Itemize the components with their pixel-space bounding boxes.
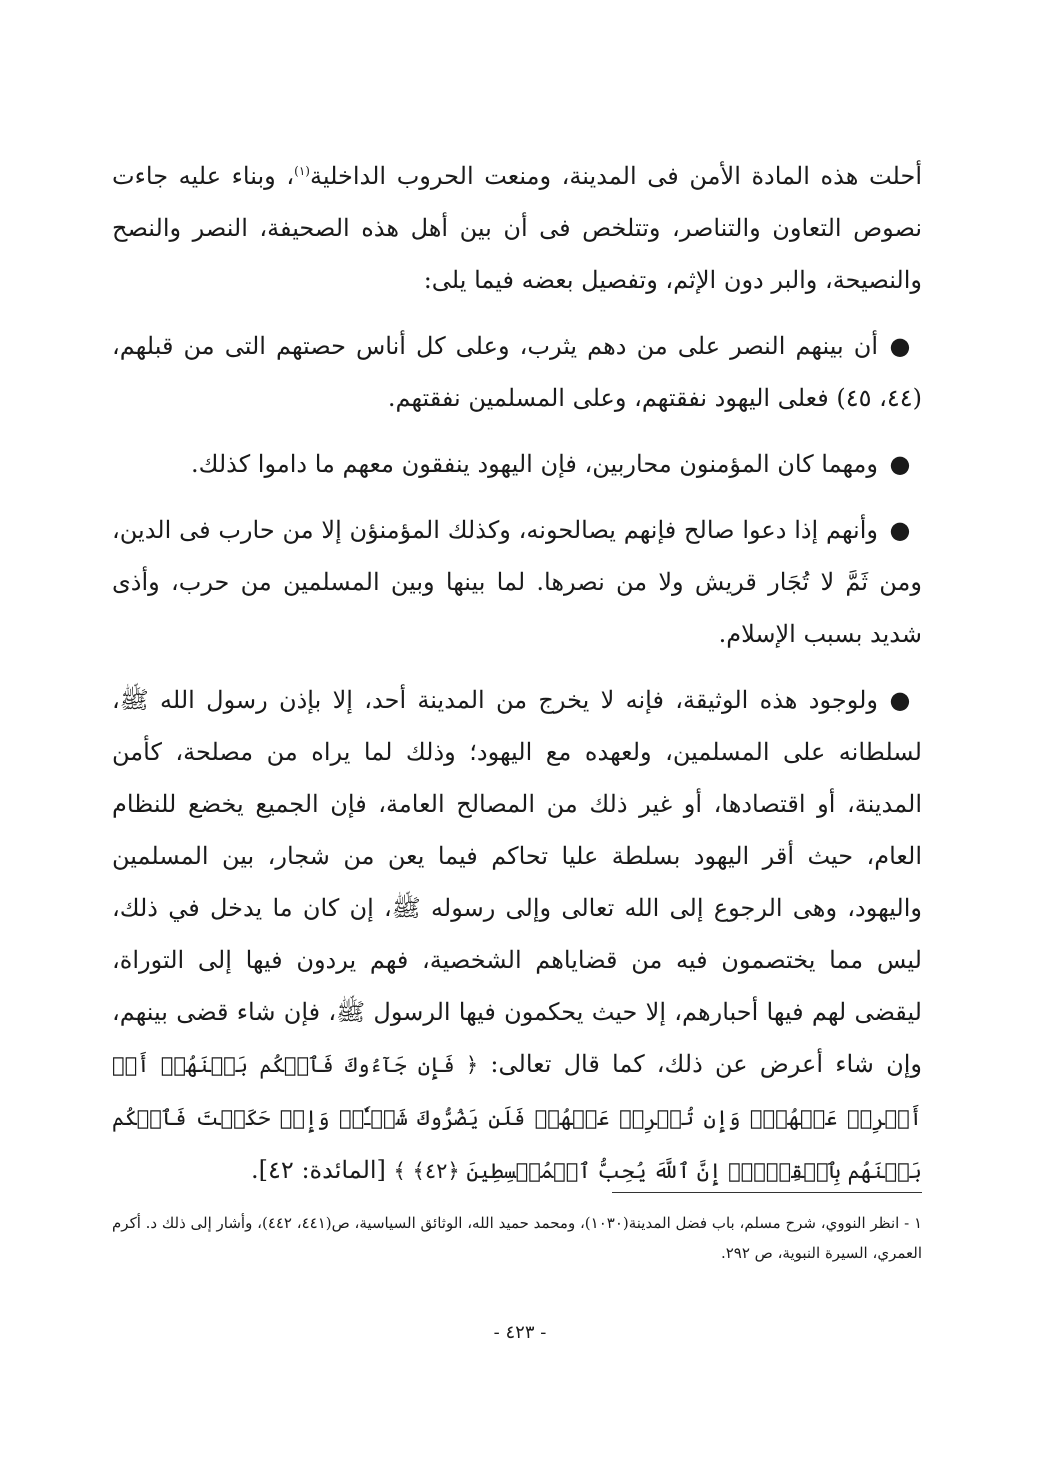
bullet-icon: ●: [889, 450, 911, 478]
bullet-text-3: وأنهم إذا دعوا صالح فإنهم يصالحونه، وكذلك المؤمنؤن إلا من حارب فى الدين، ومن ثَمَّ لا تُجَار قريش ولا من نصرها. لما بينها وبين المسلمين من حرب، وأذى شديد بسبب الإسلام.: [112, 516, 922, 648]
footnotes-section: [112, 1208, 922, 1268]
intro-text-continued: ، وبناء عليه جاءت نصوص التعاون والتناصر، وتتلخص فى أن بين أهل هذه الصحيفة، النصر والنصح والنصيحة، والبر دون الإثم، وتفصيل بعضه فيما يلى:: [112, 162, 922, 294]
page-number: - ٤٢٣ -: [493, 1322, 547, 1343]
bullet-paragraph-4: [112, 674, 922, 1197]
bullet-text-1: أن بينهم النصر على من دهم يثرب، وعلى كل أناس حصتهم التى من قبلهم، (٤٤، ٤٥) فعلى اليهود نفقتهم، وعلى المسلمين نفقتهم.: [112, 332, 922, 412]
bullet-icon: ●: [889, 686, 911, 714]
bullet-paragraph-1: [112, 320, 922, 424]
footnote-reference[interactable]: (١): [294, 164, 310, 178]
quran-verse: ﴿ فَإِن جَآءُوكَ فَٱحۡكُم بَيۡنَهُمۡ أَوۡ أَعۡرِضۡ عَنۡهُمۡۖ وَإِن تُعۡرِضۡ عَنۡهُمۡ فَلَن يَضُرُّوكَ شَيۡـٔٗاۖ وَإِنۡ حَكَمۡتَ فَٱحۡكُم بَيۡنَهُم بِٱلۡقِسۡطِۚ إِنَّ ٱللَّهَ يُحِبُّ ٱلۡمُقۡسِطِينَ ﴿٤٢﴾ ﴾: [112, 1053, 922, 1183]
footnote-1: ١ - انظر النووي، شرح مسلم، باب فضل المدينة(١٠٣٠)، ومحمد حميد الله، الوثائق السياسية، ص(٤٤١، ٤٤٢)، وأشار إلى ذلك د. أكرم العمري، السيرة النبوية، ص ٢٩٢.: [112, 1214, 922, 1262]
bullet-icon: ●: [889, 516, 911, 544]
intro-text: أحلت هذه المادة الأمن فى المدينة، ومنعت الحروب الداخلية: [309, 162, 922, 190]
bullet-icon: ●: [889, 332, 911, 360]
bullet-text-4: ولوجود هذه الوثيقة، فإنه لا يخرج من المدينة أحد، إلا بإذن رسول الله ﷺ، لسلطانه على المسلمين، ولعهده مع اليهود؛ وذلك لما يراه من مصلحة، كأمن المدينة، أو اقتصادها، أو غير ذلك من المصالح العامة، فإن الجميع يخضع للنظام العام، حيث أقر اليهود بسلطة عليا تحاكم فيما يعن من شجار، بين المسلمين واليهود، وهى الرجوع إلى الله تعالى وإلى رسوله ﷺ، إن كان ما يدخل في ذلك، ليس مما يختصمون فيه من قضاياهم الشخصية، فهم يردون فيها إلى التوراة، ليقضى لهم فيها أحبارهم، إلا حيث يحكمون فيها الرسول ﷺ، فإن شاء قضى بينهم، وإن شاء أعرض عن ذلك، كما قال تعالى:: [112, 686, 922, 1078]
footnote-separator: [612, 1192, 922, 1193]
main-text-body: [112, 150, 922, 1211]
intro-paragraph: [112, 150, 922, 306]
bullet-paragraph-2: [112, 438, 922, 490]
bullet-paragraph-3: [112, 504, 922, 660]
bullet-text-2: ومهما كان المؤمنون محاربين، فإن اليهود ينفقون معهم ما داموا كذلك.: [190, 450, 878, 478]
verse-citation: [المائدة: ٤٢].: [251, 1156, 394, 1184]
